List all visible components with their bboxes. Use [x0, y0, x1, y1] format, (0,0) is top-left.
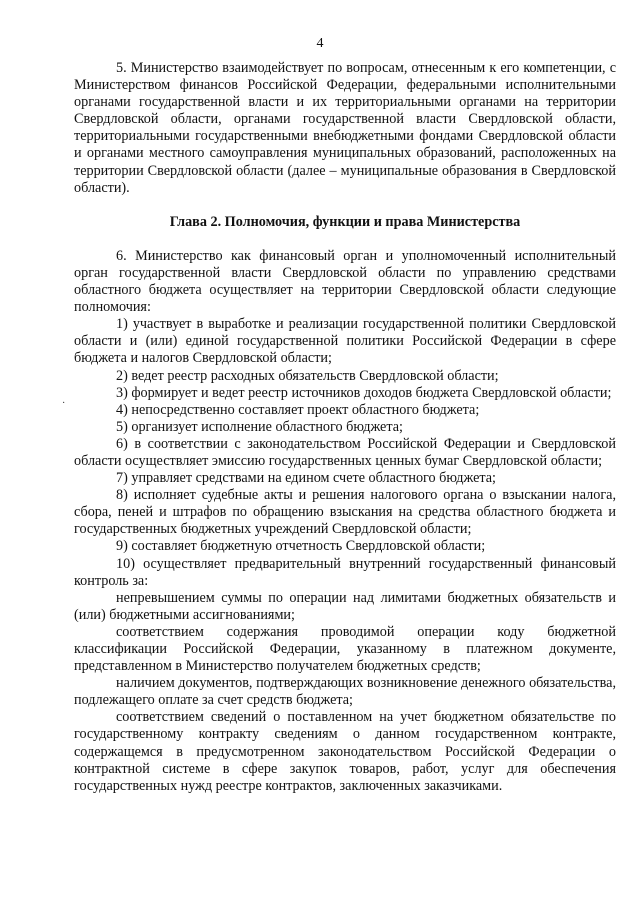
paragraph-5: 5. Министерство взаимодействует по вопросам, отнесенным к его компетенции, с Министерством финансов Российской Федерации, федеральными исполнительными органами государственной власти и их территориальными органами на территории Свердловской области, органами государственной власти Свердловской области, территориальными государственными внебюджетными фондами Свердловской области и органами местного самоуправления муниципальных образований, расположенных на территории Свердловской области (далее – муниципальные образования в Свердловской области). [74, 60, 616, 196]
sub-item-documents: наличием документов, подтверждающих возникновение денежного обязательства, подлежащего оплате за счет средств бюджета; [74, 675, 616, 709]
list-item-7: 7) управляет средствами на едином счете областного бюджета; [116, 470, 496, 487]
list-item-10: 10) осуществляет предварительный внутренний государственный финансовый контроль за: [74, 555, 616, 589]
list-item-8: 8) исполняет судебные акты и решения налогового органа о взыскании налога, сбора, пеней и штрафов по обращению взыскания на средства областного бюджета и государственных бюджетных учреждений Свердловской области; [74, 487, 616, 538]
list-item-4: 4) непосредственно составляет проект областного бюджета; [116, 401, 480, 418]
list-item-1: 1) участвует в выработке и реализации государственной политики Свердловской области и (или) единой государственной политики Российской Федерации в сфере бюджета и налогов Свердловской области; [74, 316, 616, 367]
page-number: 4 [316, 36, 324, 51]
list-item-9: 9) составляет бюджетную отчетность Свердловской области; [116, 538, 486, 555]
margin-mark: · [62, 398, 66, 409]
sub-item-limits: непревышением суммы по операции над лимитами бюджетных обязательств и (или) бюджетными ассигнованиями; [74, 589, 616, 623]
list-item-3: 3) формирует и ведет реестр источников доходов бюджета Свердловской области; [116, 384, 612, 401]
list-item-6: 6) в соответствии с законодательством Российской Федерации и Свердловской области осуществляет эмиссию государственных ценных бумаг Свердловской области; [74, 435, 616, 469]
sub-item-classification: соответствием содержания проводимой операции коду бюджетной классификации Российской Федерации, указанному в платежном документе, представленном в Министерство получателем бюджетных средств; [74, 623, 616, 675]
paragraph-6: 6. Министерство как финансовый орган и уполномоченный исполнительный орган государственной власти Свердловской области по управлению средствами областного бюджета осуществляет на территории Свердловской области следующие полномочия: [74, 247, 616, 316]
list-item-5: 5) организует исполнение областного бюджета; [116, 418, 403, 435]
list-item-2: 2) ведет реестр расходных обязательств Свердловской области; [116, 367, 499, 384]
sub-item-contract: соответствием сведений о поставленном на учет бюджетном обязательстве по государственному контракту сведениям о данном государственном контракте, содержащемся в предусмотренном законодательством Российской Федерации о контрактной системе в сфере закупок товаров, работ, услуг для обеспечения государственных нужд реестре контрактов, заключенных заказчиками. [74, 709, 616, 794]
document-body [74, 60, 616, 795]
chapter-heading: Глава 2. Полномочия, функции и права Министерства [169, 213, 521, 230]
